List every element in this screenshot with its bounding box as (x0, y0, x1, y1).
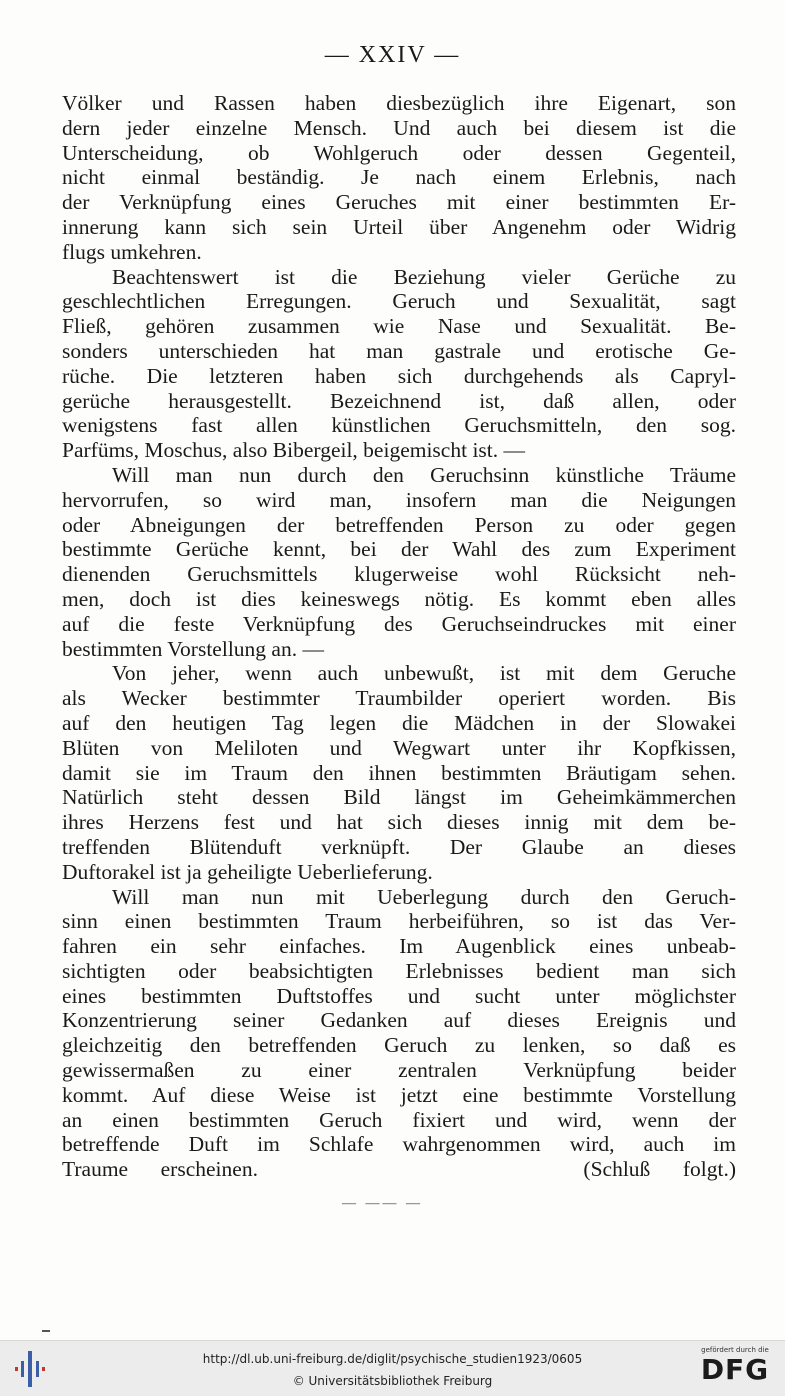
copyright-notice: © Universitätsbibliothek Freiburg (292, 1374, 493, 1388)
text-line: innerung kann sich sein Urteil über Angenehm oder Widrig (62, 214, 736, 239)
text-line: treffenden Blütenduft verknüpft. Der Glaube an dieses (62, 834, 736, 859)
text-line: hervorrufen, so wird man, insofern man die Neigungen (62, 487, 736, 512)
body-text (62, 91, 736, 1182)
text-line: Völker und Rassen haben diesbezüglich ihre Eigenart, son (62, 91, 736, 115)
text-line: rüche. Die letzteren haben sich durchgehends als Capryl- (62, 363, 736, 388)
text-line: sinn einen bestimmten Traum herbeiführen, so ist das Ver- (62, 909, 736, 934)
text-line: wenigstens fast allen künstlichen Geruchsmitteln, den sog. (62, 413, 736, 438)
text-line: Unterscheidung, ob Wohlgeruch oder dessen Gegenteil, (62, 140, 736, 165)
text-line: sonders unterschieden hat man gastrale und erotische Ge- (62, 338, 736, 363)
text-line: damit sie im Traum den ihnen bestimmten Bräutigam sehen. (62, 760, 736, 785)
text-line: bestimmte Gerüche kennt, bei der Wahl des zum Experiment (62, 537, 736, 562)
permalink-url[interactable]: http://dl.ub.uni-freiburg.de/diglit/psychische_studien1923/0605 (202, 1352, 583, 1366)
text-line: als Wecker bestimmter Traumbilder operiert worden. Bis (62, 686, 736, 711)
text-line: dern jeder einzelne Mensch. Und auch bei diesem ist die (62, 115, 736, 140)
text-line: der Verknüpfung eines Geruches mit einer bestimmten Er- (62, 190, 736, 215)
dfg-logo-icon (693, 1346, 777, 1392)
margin-mark (42, 1330, 50, 1332)
section-separator: — —— — (342, 1196, 423, 1211)
text-line: Beachtenswert ist die Beziehung vieler Gerüche zu (112, 264, 736, 289)
viewer-footer (0, 1340, 785, 1396)
text-line: Parfüms, Moschus, also Bibergeil, beigemischt ist. — (62, 438, 526, 463)
text-line: auf den heutigen Tag legen die Mädchen in der Slowakei (62, 710, 736, 735)
text-line: betreffende Duft im Schlafe wahrgenommen wird, auch im (62, 1132, 736, 1157)
text-line: Von jeher, wenn auch unbewußt, ist mit dem Geruche (112, 661, 736, 686)
text-line: Fließ, gehören zusammen wie Nase und Sexualität. Be- (62, 314, 736, 339)
text-line: geschlechtlichen Erregungen. Geruch und Sexualität, sagt (62, 289, 736, 314)
text-line: gleichzeitig den betreffenden Geruch zu lenken, so daß es (62, 1033, 736, 1058)
dfg-caption: gefördert durch die (701, 1346, 769, 1354)
text-line: kommt. Auf diese Weise ist jetzt eine bestimmte Vorstellung (62, 1082, 736, 1107)
text-line: Blüten von Meliloten und Wegwart unter ihr Kopfkissen, (62, 735, 736, 760)
text-line: ihres Herzens fest und hat sich dieses innig mit dem be- (62, 810, 736, 835)
text-line: Konzentrierung seiner Gedanken auf dieses Ereignis und (62, 1008, 736, 1033)
text-line: men, doch ist dies keineswegs nötig. Es kommt eben alles (62, 586, 736, 611)
text-line: bestimmten Vorstellung an. — (62, 636, 324, 661)
page-number-header: — XXIV — (324, 42, 461, 68)
text-line: Duftorakel ist ja geheiligte Ueberlieferung. (62, 859, 433, 884)
text-line: gewissermaßen zu einer zentralen Verknüpfung beider (62, 1058, 736, 1083)
text-line: flugs umkehren. (62, 239, 202, 264)
text-line: gerüche herausgestellt. Bezeichnend ist, daß allen, oder (62, 388, 736, 413)
text-line: dienenden Geruchsmittels klugerweise wohl Rücksicht neh- (62, 562, 736, 587)
text-line: an einen bestimmten Geruch fixiert und wird, wenn der (62, 1107, 736, 1132)
text-line: Natürlich steht dessen Bild längst im Geheimkämmerchen (62, 785, 736, 810)
text-line: sichtigten oder beabsichtigten Erlebnisses bedient man sich (62, 958, 736, 983)
text-line: Traume erscheinen. (Schluß folgt.) (62, 1157, 736, 1182)
text-line: auf die feste Verknüpfung des Geruchseindruckes mit einer (62, 611, 736, 636)
text-line: Will man nun mit Ueberlegung durch den Geruch- (112, 884, 736, 909)
dfg-logo-text: DFG (700, 1353, 770, 1386)
text-line: oder Abneigungen der betreffenden Person zu oder gegen (62, 512, 736, 537)
text-line: Will man nun durch den Geruchsinn künstliche Träume (112, 462, 736, 487)
text-line: fahren ein sehr einfaches. Im Augenblick eines unbeab- (62, 934, 736, 959)
text-line: nicht einmal beständig. Je nach einem Erlebnis, nach (62, 165, 736, 190)
text-line: eines bestimmten Duftstoffes und sucht unter möglichster (62, 983, 736, 1008)
